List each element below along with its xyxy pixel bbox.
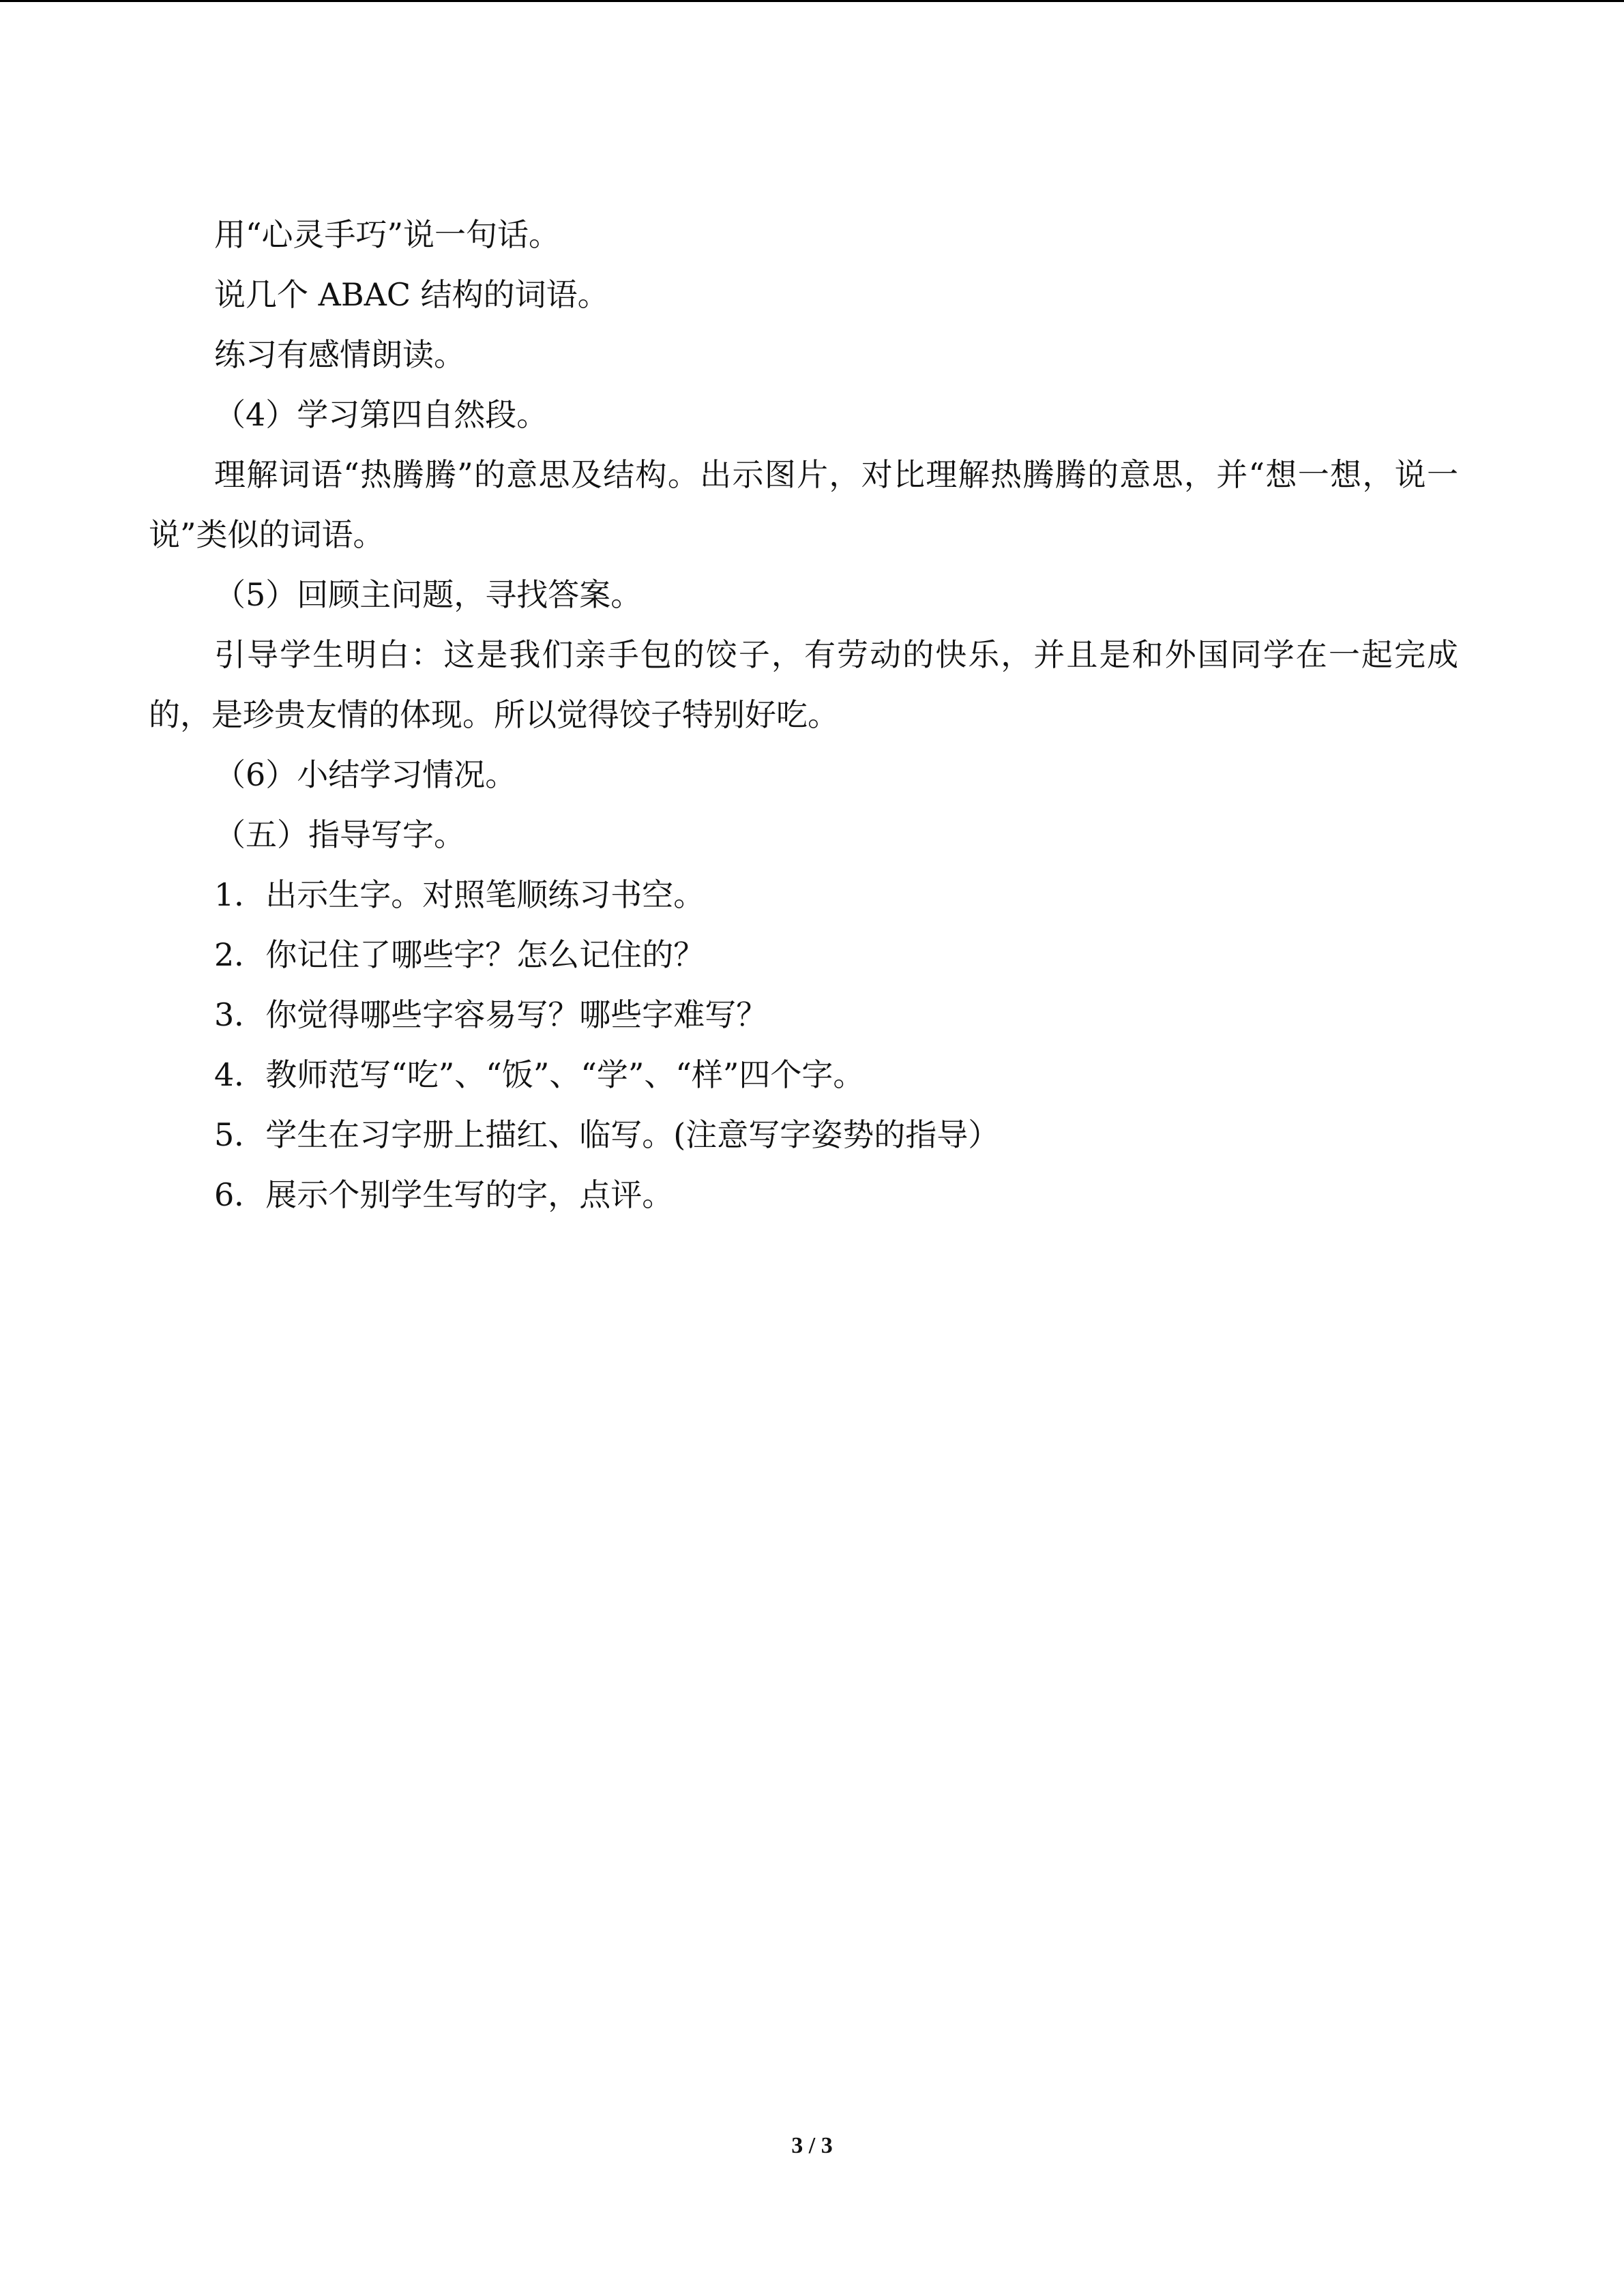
paragraph-4: （4）学习第四自然段。	[214, 396, 548, 433]
paragraph-15: 6．展示个别学生写的字，点评。	[214, 1176, 674, 1213]
paragraph-10: 1．出示生字。对照笔顺练习书空。	[214, 876, 705, 913]
paragraph-1: 用“心灵手巧”说一句话。	[214, 216, 561, 253]
paragraph-12: 3．你觉得哪些字容易写？哪些字难写？	[214, 996, 768, 1033]
paragraph-14: 5．学生在习字册上描红、临写。(注意写字姿势的指导）	[214, 1116, 1000, 1153]
page-number: 3 / 3	[791, 2133, 833, 2158]
paragraph-5: 理解词语“热腾腾”的意思及结构。出示图片，对比理解热腾腾的意思，并“想一想，说一说”类似的词语。	[149, 456, 1458, 553]
paragraph-3: 练习有感情朗读。	[214, 336, 465, 373]
paragraph-2: 说几个 ABAC 结构的词语。	[214, 276, 609, 313]
document-body	[149, 205, 1458, 1225]
paragraph-13: 4．教师范写“吃”、“饭”、“学”、“样”四个字。	[214, 1056, 865, 1093]
paragraph-11: 2．你记住了哪些字？怎么记住的？	[214, 936, 705, 973]
paragraph-7: 引导学生明白：这是我们亲手包的饺子，有劳动的快乐，并且是和外国同学在一起完成的，是珍贵友情的体现。所以觉得饺子特别好吃。	[149, 636, 1458, 733]
paragraph-6: （5）回顾主问题，寻找答案。	[214, 576, 643, 613]
paragraph-8: （6）小结学习情况。	[214, 756, 517, 793]
top-border	[0, 0, 1624, 2]
paragraph-9: （五）指导写字。	[214, 816, 465, 853]
